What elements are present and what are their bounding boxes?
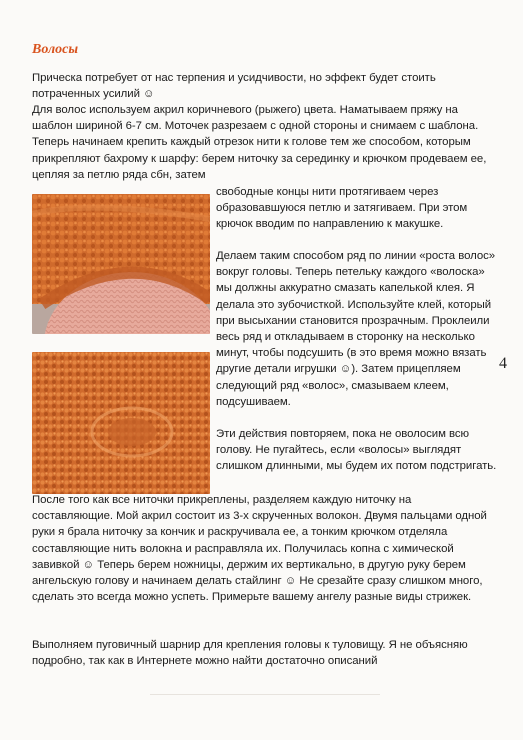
side-text-1: свободные концы нити протягиваем через образовавшуюся петлю и затягиваем. При этом крючок вводим по направлению к макушке. (216, 186, 468, 231)
paragraph-3: Выполняем пуговичный шарнир для крепления головы к туловищу. Я не объясняю подробно, так как в Интернете можно найти достаточно описаний (32, 639, 468, 668)
footer-divider (150, 694, 380, 695)
page-number: 4 (499, 355, 507, 372)
intro-paragraph (32, 70, 494, 102)
side-text-3: Эти действия повторяем, пока не оволосим всю голову. Не пугайтесь, если «волосы» выглядят слишком длинными, мы будем их потом подстригать. (216, 428, 497, 473)
photo-hair-curls (32, 352, 210, 494)
paragraph-2: После того как все ниточки прикреплены, разделяем каждую ниточку на составляющие. Мой акрил состоит из 3-х скрученных волокон. Двумя пальцами одной руки я брала ниточку за кончик и раскручивала ее, а тонким крючком отделяла составляющие нить волокна и расправляла их. Получилась копна с химической завивкой ☺ Теперь берем ножницы, держим их вертикально, в другую руку берем ангельскую голову и начинаем делать стайлинг ☺ Не срезайте сразу слишком много, сделать это всегда можно успеть. Примерьте вашему ангелу разные виды стрижек. (32, 494, 487, 604)
paragraph-1: Для волос используем акрил коричневого (рыжего) цвета. Наматываем пряжу на шаблон шириной 6-7 см. Моточек разрезаем с одной стороны и снимаем с шаблона. Теперь начинаем крепить каждый отрезок нити к голове тем же способом, которым прикрепляют бахрому к шарфу: берем ниточку за серединку и крючком продеваем ее, цепляя за петлю ряда сбн, затем (32, 104, 487, 181)
photo-hair-fringe (32, 194, 210, 334)
photo-hair-fringe-image (32, 194, 210, 334)
photo-hair-curls-image (32, 352, 210, 494)
section-title: Волосы (32, 42, 79, 57)
intro-line-1: Прическа потребует от нас терпения и усидчивости, но эффект будет стоить (32, 72, 436, 84)
side-text-2: Делаем таким способом ряд по линии «роста волос» вокруг головы. Теперь петельку каждого «волоска» мы должны аккуратно смазать капелькой клея. Я делала это зубочисткой. Используйте клей, который при высыхании становится прозрачным. Проклеили весь ряд и откладываем в сторонку на несколько минут, чтобы подсушить (в это время можно вязать другие детали игрушки ☺). Затем прицепляем следующий ряд «волос», смазываем клеем, подсушиваем. (216, 250, 496, 408)
intro-line-2: потраченных усилий ☺ (32, 88, 155, 101)
